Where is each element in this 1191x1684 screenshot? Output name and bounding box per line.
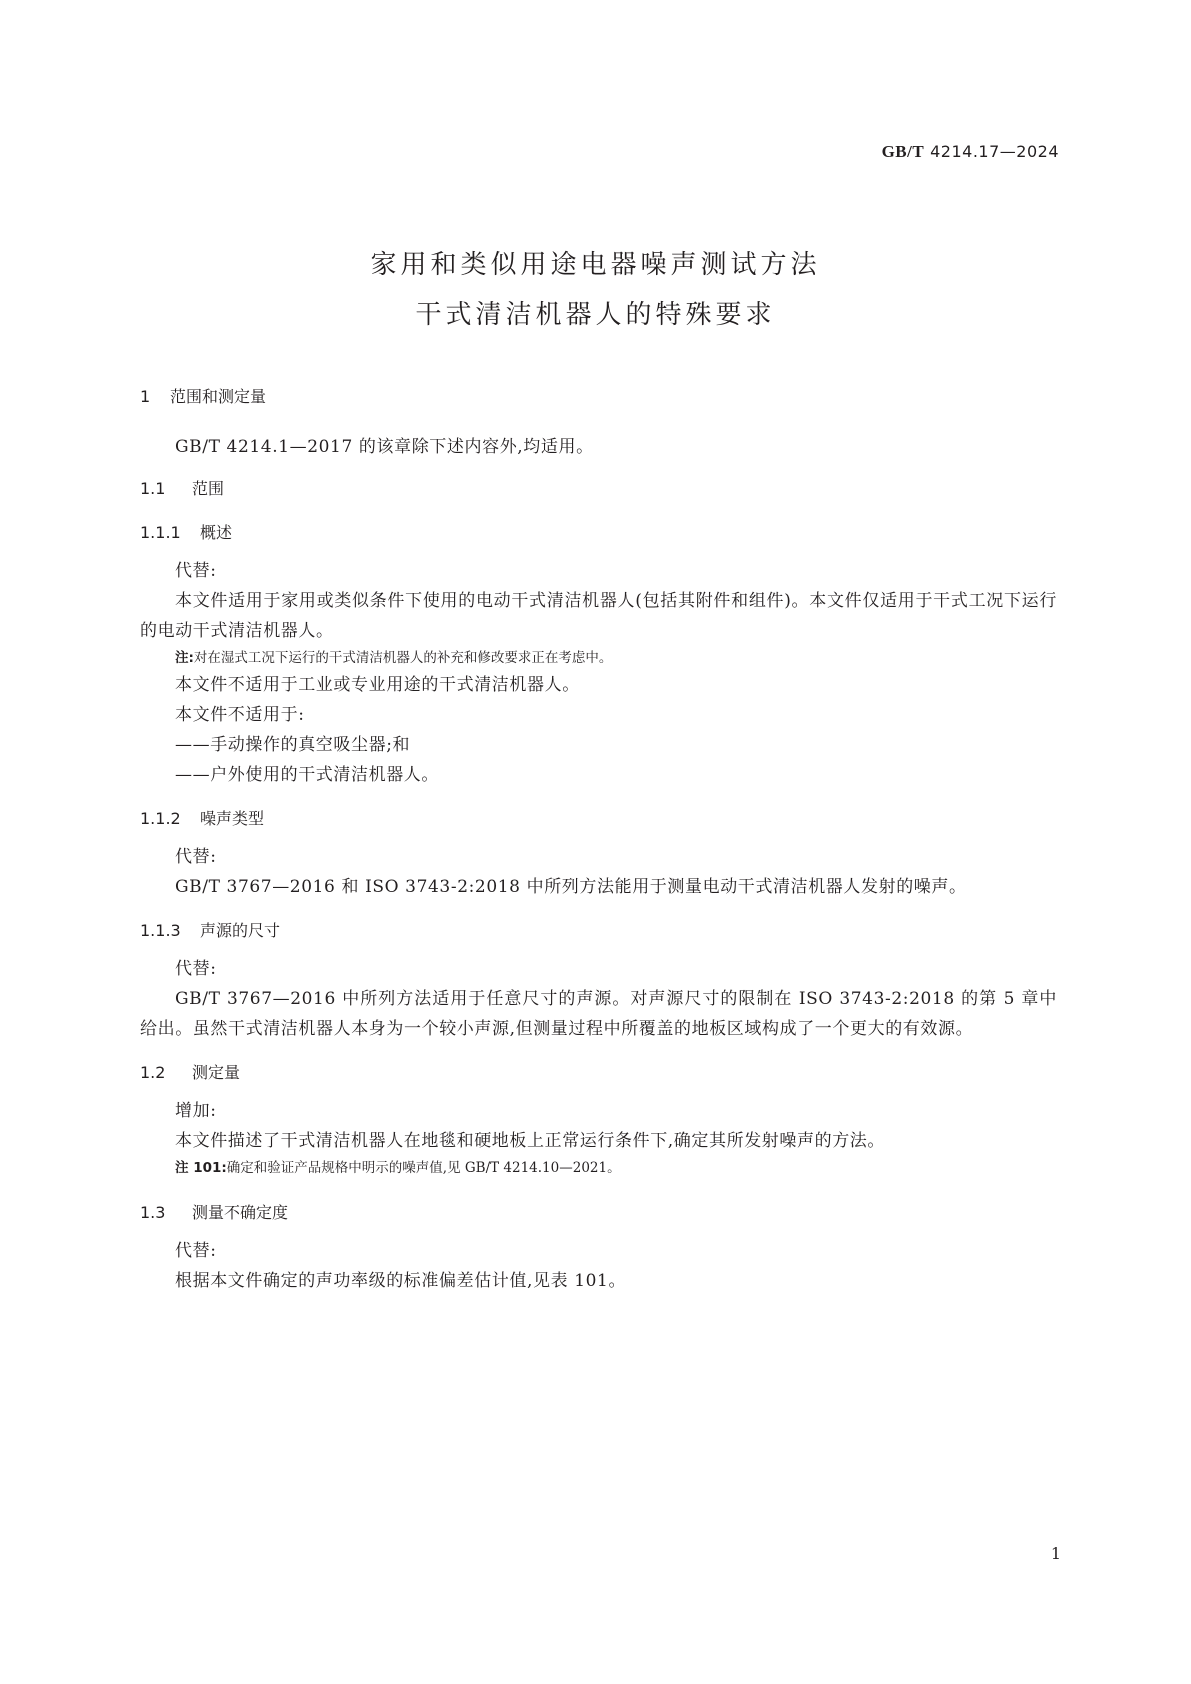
- paragraph: 本文件不适用于:: [175, 705, 305, 725]
- note-tag: 注 101:: [175, 1160, 227, 1176]
- add-label: 增加:: [175, 1101, 217, 1121]
- standard-code: GB/T: [881, 142, 925, 161]
- heading-1-1-3: [140, 918, 1057, 940]
- title-line-2: 干式清洁机器人的特殊要求: [415, 300, 776, 330]
- heading-number: 1.2: [140, 1063, 166, 1082]
- paragraph: 本文件不适用于工业或专业用途的干式清洁机器人。: [175, 675, 580, 695]
- heading-1-1-2: [140, 806, 1057, 828]
- list-item: ——手动操作的真空吸尘器;和: [175, 735, 411, 755]
- title-line-1: 家用和类似用途电器噪声测试方法: [370, 250, 821, 280]
- replace-label: 代替:: [175, 1241, 217, 1261]
- heading-text: 噪声类型: [200, 809, 265, 828]
- paragraph: GB/T 3767—2016 中所列方法适用于任意尺寸的声源。对声源尺寸的限制在 ISO 3743-2:2018 的第 5 章中给出。虽然干式清洁机器人本身为一个较小声源,但测量过程中所覆盖的地板区域构成了一个更大的有效源。: [140, 989, 1057, 1039]
- replace-label: 代替:: [175, 561, 217, 581]
- standard-number: 4214.17—2024: [930, 142, 1059, 161]
- document-title: [0, 240, 1191, 340]
- heading-1-3: [140, 1200, 1057, 1222]
- heading-number: 1.1.1: [140, 523, 181, 542]
- heading-number: 1.1.2: [140, 809, 181, 828]
- heading-number: 1.1: [140, 479, 166, 498]
- heading-text: 范围和测定量: [170, 387, 267, 406]
- list-item: ——户外使用的干式清洁机器人。: [175, 765, 439, 785]
- heading-1-1-1: [140, 520, 1057, 542]
- paragraph: GB/T 4214.1—2017 的该章除下述内容外,均适用。: [175, 437, 594, 457]
- heading-text: 测定量: [192, 1063, 241, 1082]
- replace-label: 代替:: [175, 847, 217, 867]
- heading-1-2: [140, 1060, 1057, 1082]
- heading-text: 概述: [200, 523, 233, 542]
- heading-number: 1: [140, 387, 151, 406]
- note: [140, 1156, 1057, 1180]
- heading-number: 1.1.3: [140, 921, 181, 940]
- page-number: 1: [1050, 1544, 1061, 1563]
- heading-text: 声源的尺寸: [200, 921, 281, 940]
- standard-number-header: [882, 142, 1059, 162]
- paragraph: 本文件适用于家用或类似条件下使用的电动干式清洁机器人(包括其附件和组件)。本文件仅适用于干式工况下运行的电动干式清洁机器人。: [140, 591, 1057, 641]
- paragraph: 本文件描述了干式清洁机器人在地毯和硬地板上正常运行条件下,确定其所发射噪声的方法。: [175, 1131, 886, 1151]
- note-text: 对在湿式工况下运行的干式清洁机器人的补充和修改要求正在考虑中。: [193, 650, 613, 666]
- heading-text: 测量不确定度: [192, 1203, 289, 1222]
- replace-label: 代替:: [175, 959, 217, 979]
- document-body: [140, 384, 1057, 1296]
- note-text: 确定和验证产品规格中明示的噪声值,见 GB/T 4214.10—2021。: [226, 1160, 621, 1176]
- paragraph: 根据本文件确定的声功率级的标准偏差估计值,见表 101。: [175, 1271, 627, 1291]
- paragraph: GB/T 3767—2016 和 ISO 3743-2:2018 中所列方法能用于测量电动干式清洁机器人发射的噪声。: [175, 877, 967, 897]
- note-tag: 注:: [175, 650, 194, 666]
- note: [140, 646, 1057, 670]
- heading-number: 1.3: [140, 1203, 166, 1222]
- heading-1: [140, 384, 1057, 406]
- heading-text: 范围: [192, 479, 225, 498]
- heading-1-1: [140, 476, 1057, 498]
